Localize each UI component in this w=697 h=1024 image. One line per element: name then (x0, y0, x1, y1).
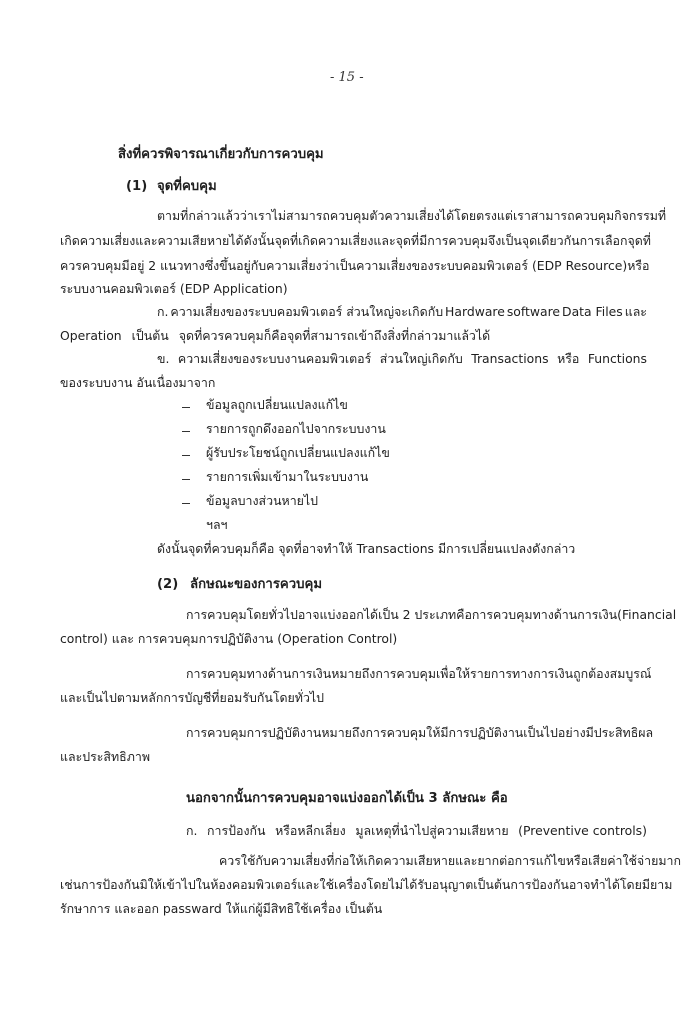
s1-item-ka-line2: Operation เป็นต้น จุดที่ควรควบคุมก็คือจุดที่สามารถเข้าถึงสิ่งที่กล่าวมาแล้วได้ (60, 328, 491, 343)
section-3-title: นอกจากนั้นการควบคุมอาจแบ่งออกได้เป็น 3 ลักษณะ คือ (186, 791, 508, 806)
dash-marker (182, 431, 190, 432)
s2-para1-line1: การควบคุมโดยทั่วไปอาจแบ่งออกได้เป็น 2 ประเภท คือ การควบคุมทางด้านการเงิน (Financial (186, 607, 677, 622)
dash-marker (182, 407, 190, 408)
s2-para3-line1: การควบคุมการปฏิบัติงาน หมายถึง การควบคุมให้มีการปฏิบัติงานเป็นไปอย่างมีประสิทธิผล (186, 725, 654, 740)
s2-para2-line2: และเป็นไปตามหลักการบัญชีที่ยอมรับกันโดยทั่วไป (60, 690, 324, 705)
s1-para1-line3: ควรควบคุมมีอยู่ 2 แนวทาง ซึ่งขึ้นอยู่กับความเสี่ยงว่าเป็นความเสี่ยงของระบบคอมพิวเตอร์ (EDP Resource) หรือ (60, 258, 650, 273)
s2-para2-line1: การควบคุมทางด้านการเงิน หมายถึง การควบคุมเพื่อให้รายการทางการเงินถูกต้องสมบูรณ์ (186, 666, 652, 681)
section-2-title: ลักษณะของการควบคุม (190, 577, 323, 592)
s1-item-kho-line2: ของระบบงาน อันเนื่องมาจาก (60, 375, 216, 390)
section-2-number: (2) (157, 577, 179, 592)
section-1-number: (1) (126, 179, 148, 194)
s3-para-line2: เช่น การป้องกันมิให้เข้าไปในห้องคอมพิวเตอร์ และใช้เครื่องโดยไม่ได้รับอนุญาต เป็นต้น การป้องกันอาจทำได้โดยมียาม (60, 877, 673, 892)
section-1-title: จุดที่คบคุม (157, 179, 217, 194)
list-etc: ฯลฯ (206, 517, 228, 532)
list-item: ข้อมูลบางส่วนหายไป (206, 493, 319, 508)
list-item: รายการถูกดึงออกไปจากระบบงาน (206, 421, 386, 436)
s1-para1-line1: ตามที่กล่าวแล้วว่าเราไม่สามารถควบคุมตัวความเสี่ยงได้โดยตรง แต่เราสามารถควบคุมกิจกรรมที่ (157, 208, 667, 223)
s3-para-line3: รักษาการ และออก passward ให้แก่ผู้มีสิทธิใช้เครื่อง เป็นต้น (60, 901, 383, 916)
page-number: - 15 - (330, 70, 364, 85)
dash-marker (182, 455, 190, 456)
s3-para-line1: ควรใช้กับความเสี่ยงที่ก่อให้เกิดความเสียหายและยากต่อการแก้ไขหรือเสียค่าใช้จ่ายมาก (219, 853, 682, 868)
s1-para1-line2: เกิดความเสี่ยงและความเสียหายได้ ดังนั้นจุดที่เกิดความเสี่ยงและจุดที่มีการควบคุมจึงเป็นจุดเดียวกัน การเลือกจุดที่ (60, 233, 651, 248)
s1-item-kho-line1: ข. ความเสี่ยงของระบบงานคอมพิวเตอร์ ส่วนใหญ่เกิดกับ Transactions หรือ Functions (157, 351, 647, 366)
section-heading: สิ่งที่ควรพิจารณาเกี่ยวกับการควบคุม (118, 147, 324, 162)
s2-para3-line2: และประสิทธิภาพ (60, 749, 150, 764)
list-item: ข้อมูลถูกเปลี่ยนแปลงแก้ไข (206, 397, 348, 412)
list-item: รายการเพิ่มเข้ามาในระบบงาน (206, 469, 369, 484)
dash-marker (182, 503, 190, 504)
s1-conclusion: ดังนั้นจุดที่ควบคุมก็คือ จุดที่อาจทำให้ Transactions มีการเปลี่ยนแปลงดังกล่าว (157, 541, 576, 556)
s1-para1-line4: ระบบงานคอมพิวเตอร์ (EDP Application) (60, 281, 288, 296)
s3-item-ka: ก. การป้องกัน หรือหลีกเลี่ยง มูลเหตุที่นำไปสู่ความเสียหาย (Preventive controls) (186, 823, 647, 838)
list-item: ผู้รับประโยชน์ถูกเปลี่ยนแปลงแก้ไข (206, 445, 390, 460)
s2-para1-line2: control) และ การควบคุมการปฏิบัติงาน (Operation Control) (60, 631, 398, 646)
dash-marker (182, 479, 190, 480)
s1-item-ka-line1: ก. ความเสี่ยงของระบบคอมพิวเตอร์ ส่วนใหญ่จะเกิดกับ Hardware software Data Files และ (157, 304, 647, 319)
